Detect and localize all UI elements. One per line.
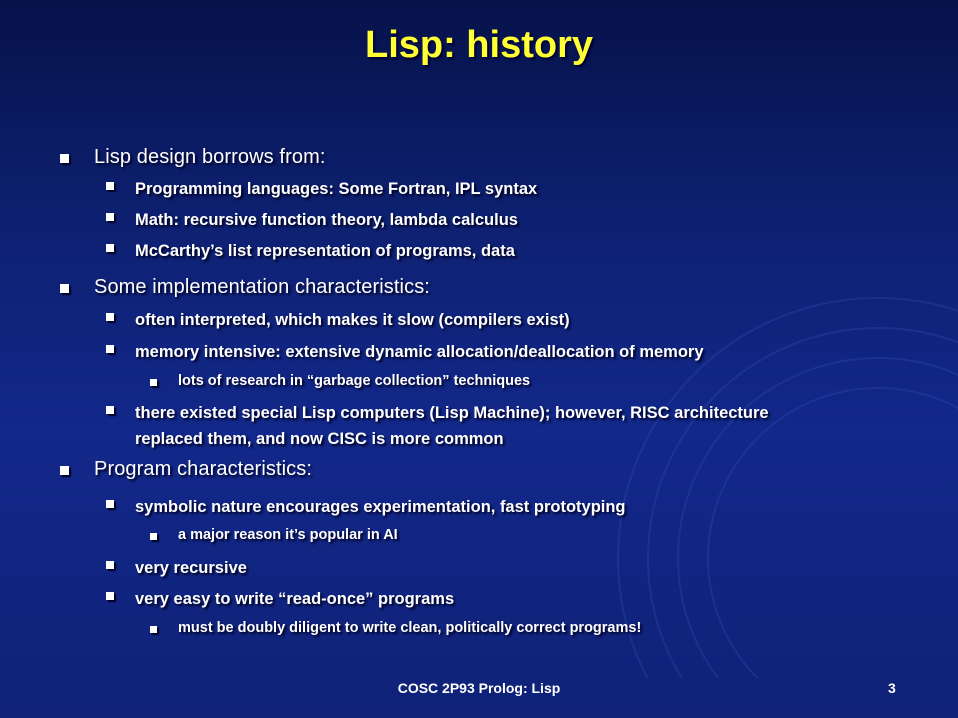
sub-bullet-memory bbox=[106, 339, 704, 365]
bullet-text: McCarthy’s list representation of programs, data bbox=[135, 242, 515, 260]
bullet-square-icon bbox=[106, 213, 114, 221]
bullet-text: often interpreted, which makes it slow (compilers exist) bbox=[135, 311, 570, 329]
bullet-text: Program characteristics: bbox=[94, 458, 313, 480]
sub-bullet-math bbox=[106, 207, 518, 233]
bullet-text: Lisp design borrows from: bbox=[94, 146, 326, 168]
bullet-text: must be doubly diligent to write clean, politically correct programs! bbox=[178, 620, 642, 636]
bullet-square-icon bbox=[106, 500, 114, 508]
bullet-text: lots of research in “garbage collection” techniques bbox=[178, 373, 531, 389]
sub-bullet-very-recursive bbox=[106, 555, 247, 581]
sub-sub-bullet-doubly-diligent bbox=[150, 620, 641, 636]
bullet-text: Some implementation characteristics: bbox=[94, 276, 430, 298]
bullet-square-icon bbox=[106, 244, 114, 252]
bullet-text: Programming languages: Some Fortran, IPL syntax bbox=[135, 180, 538, 198]
bullet-square-icon bbox=[150, 533, 157, 540]
bullet-text-continued: replaced them, and now CISC is more common bbox=[135, 430, 504, 448]
background-swirl-decoration bbox=[578, 258, 958, 678]
page-number: 3 bbox=[888, 680, 896, 696]
bullet-text: memory intensive: extensive dynamic allocation/deallocation of memory bbox=[135, 343, 704, 361]
bullet-design-borrows bbox=[60, 146, 325, 169]
bullet-square-icon bbox=[60, 466, 69, 475]
sub-bullet-interpreted bbox=[106, 307, 570, 333]
bullet-square-icon bbox=[106, 592, 114, 600]
bullet-square-icon bbox=[106, 406, 114, 414]
bullet-text: very easy to write “read-once” programs bbox=[135, 590, 455, 608]
bullet-square-icon bbox=[106, 182, 114, 190]
slide-title: Lisp: history bbox=[364, 24, 594, 66]
bullet-square-icon bbox=[106, 313, 114, 321]
bullet-text: very recursive bbox=[135, 559, 247, 577]
bullet-text: a major reason it’s popular in AI bbox=[178, 527, 398, 543]
sub-bullet-lisp-computers bbox=[106, 400, 769, 452]
sub-sub-bullet-garbage-collection bbox=[150, 373, 530, 389]
sub-bullet-programming-languages bbox=[106, 176, 537, 202]
bullet-square-icon bbox=[60, 154, 69, 163]
sub-bullet-read-once bbox=[106, 586, 454, 612]
bullet-square-icon bbox=[150, 626, 157, 633]
bullet-text: symbolic nature encourages experimentation, fast prototyping bbox=[135, 498, 626, 516]
bullet-program-characteristics bbox=[60, 458, 312, 481]
slide-footer: COSC 2P93 Prolog: Lisp bbox=[397, 680, 561, 696]
bullet-square-icon bbox=[60, 284, 69, 293]
bullet-square-icon bbox=[106, 345, 114, 353]
bullet-square-icon bbox=[150, 379, 157, 386]
sub-bullet-symbolic-nature bbox=[106, 494, 626, 520]
bullet-square-icon bbox=[106, 561, 114, 569]
sub-sub-bullet-popular-in-ai bbox=[150, 527, 398, 543]
sub-bullet-mccarthy bbox=[106, 238, 515, 264]
bullet-text: there existed special Lisp computers (Lisp Machine); however, RISC architecture bbox=[135, 404, 769, 422]
bullet-text: Math: recursive function theory, lambda calculus bbox=[135, 211, 518, 229]
bullet-implementation bbox=[60, 276, 430, 299]
